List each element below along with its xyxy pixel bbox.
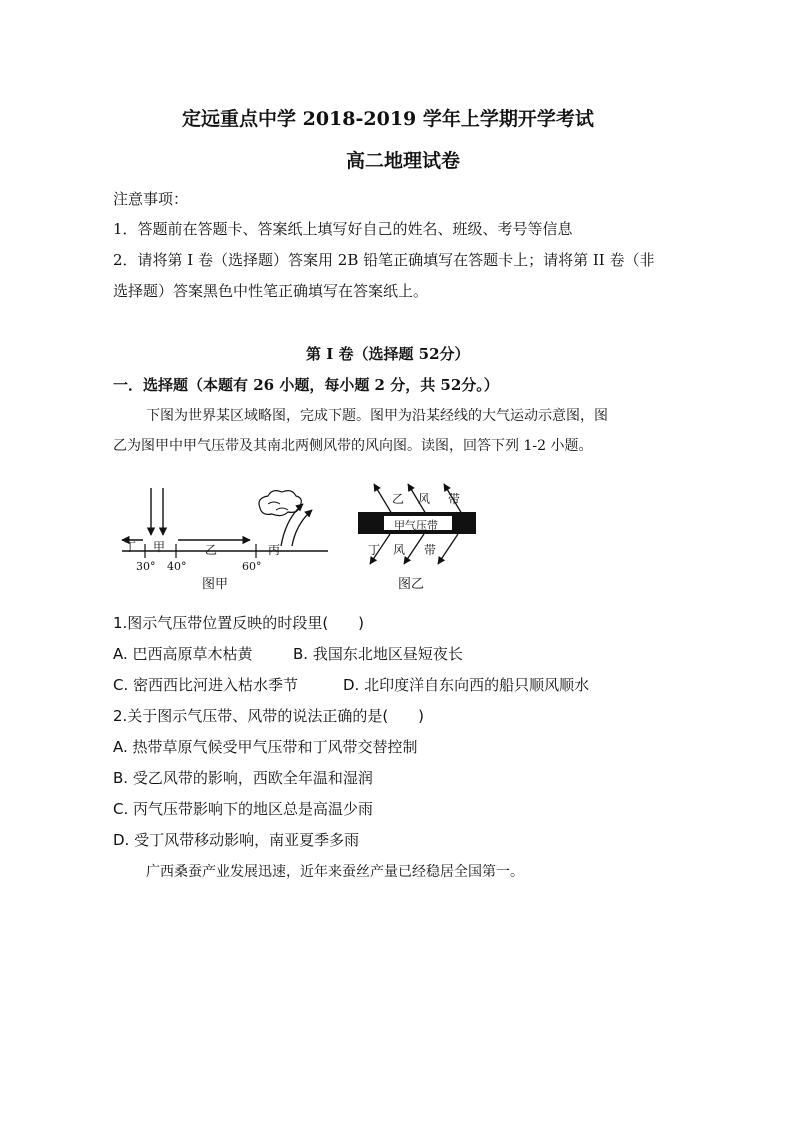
figure-b-top-label-3: 带 (448, 492, 461, 506)
figure-b-bottom-label-2: 风 (393, 543, 406, 557)
question-2-option-a: A. 热带草原气候受甲气压带和丁风带交替控制 (113, 738, 418, 756)
latitude-label-40: 40° (167, 560, 187, 573)
question-2-option-c: C. 丙气压带影响下的地区总是高温少雨 (113, 800, 374, 818)
question-2-option-d: D. 受丁风带移动影响，南亚夏季多雨 (113, 831, 360, 849)
question-1-option-a: A. 巴西高原草木枯黄 (113, 645, 253, 663)
notice-heading: 注意事项： (113, 190, 189, 208)
notice-item-2-line-2: 选择题）答案黑色中性笔正确填写在答案纸上。 (113, 282, 429, 300)
zone-label-jia: 甲 (153, 540, 166, 554)
upper-wind-arrow-1 (374, 484, 392, 514)
figure-b-bottom-label-1: 丁 (368, 543, 381, 557)
question-1-stem: 1.图示气压带位置反映的时段里( ) (113, 614, 365, 632)
intro-line-2: 乙为图甲中甲气压带及其南北两侧风带的风向图。读图，回答下列 1-2 小题。 (113, 438, 593, 454)
zone-label-yi: 乙 (205, 543, 218, 557)
question-1-option-d: D. 北印度洋自东向西的船只顺风顺水 (343, 676, 590, 694)
question-2-stem: 2.关于图示气压带、风带的说法正确的是( ) (113, 707, 425, 725)
zone-label-ding: 丁 (124, 540, 137, 554)
pressure-belt-label: 甲气压带 (394, 519, 438, 532)
question-2-option-b: B. 受乙风带的影响，西欧全年温和湿润 (113, 769, 373, 787)
figure-b-top-label-1: 乙 (392, 492, 405, 506)
part-1-title: 第 I 卷（选择题 52分） (306, 345, 470, 363)
figure-a-caption: 图甲 (202, 577, 229, 592)
question-1-option-c: C. 密西西比河进入枯水季节 (113, 676, 299, 694)
question-1-option-b: B. 我国东北地区昼短夜长 (293, 645, 463, 663)
notice-item-1: 1．答题前在答题卡、答案纸上填写好自己的姓名、班级、考号等信息 (113, 220, 573, 238)
figure-b-top-label-2: 风 (418, 492, 431, 506)
closing-paragraph: 广西桑蚕产业发展迅速，近年来蚕丝产量已经稳居全国第一。 (146, 864, 524, 880)
zone-label-bing: 丙 (268, 543, 281, 557)
figure-b-caption: 图乙 (398, 577, 425, 592)
exam-title: 定远重点中学 2018-2019 学年上学期开学考试 (182, 108, 594, 130)
exam-subtitle: 高二地理试卷 (346, 150, 461, 172)
figure-b-bottom-label-3: 带 (424, 543, 437, 557)
section-heading: 一．选择题（本题有 26 小题，每小题 2 分，共 52分。） (113, 376, 499, 394)
intro-line-1: 下图为世界某区域略图，完成下题。图甲为沿某经线的大气运动示意图，图 (146, 408, 608, 424)
notice-item-2-line-1: 2．请将第 I 卷（选择题）答案用 2B 铅笔正确填写在答题卡上；请将第 II 卷（非 (113, 251, 655, 269)
lower-wind-arrow-3 (438, 534, 458, 564)
lower-wind-arrow-2 (404, 534, 424, 564)
latitude-label-30: 30° (136, 560, 156, 573)
rising-air-curve-2 (292, 510, 312, 546)
latitude-label-60: 60° (242, 560, 262, 573)
